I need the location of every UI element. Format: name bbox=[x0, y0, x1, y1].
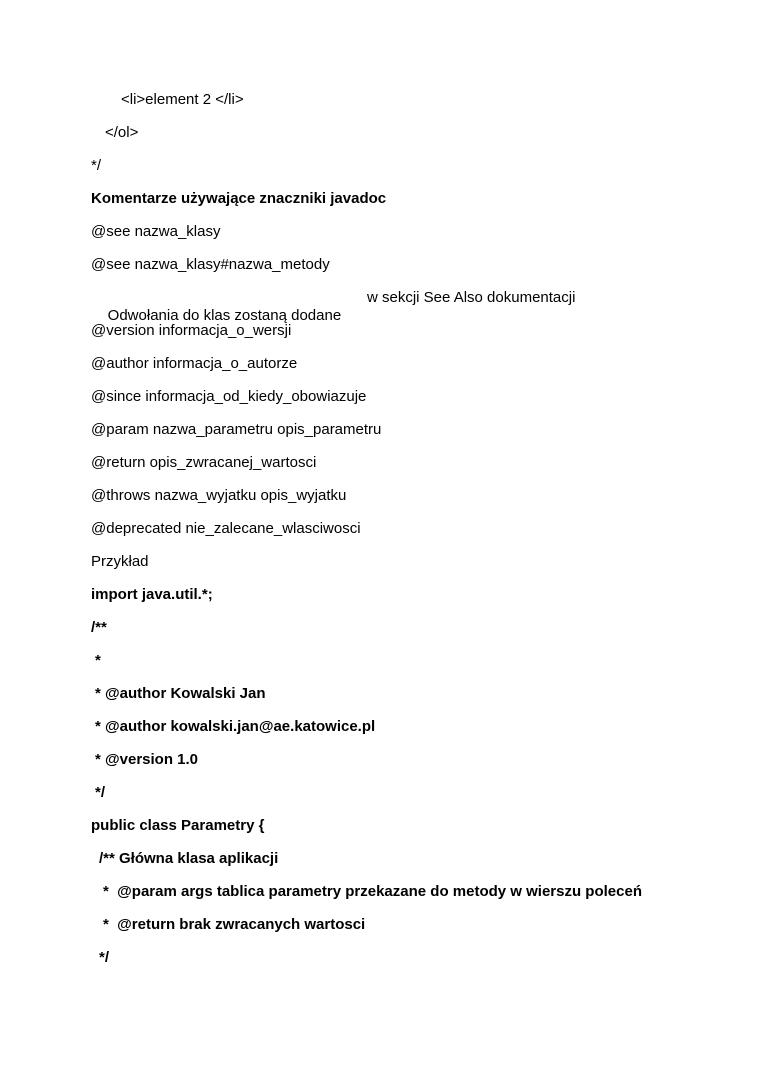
tag-param: @param nazwa_parametru opis_parametru bbox=[91, 421, 382, 438]
code-import: import java.util.*; bbox=[91, 586, 213, 603]
section-heading: Komentarze używające znaczniki javadoc bbox=[91, 190, 387, 207]
code-author-email: * @author kowalski.jan@ae.katowice.pl bbox=[95, 718, 376, 735]
tag-see-method: @see nazwa_klasy#nazwa_metody bbox=[91, 256, 330, 273]
code-javadoc-open: /** bbox=[91, 619, 107, 636]
code-javadoc-star: * bbox=[95, 652, 101, 669]
tag-deprecated: @deprecated nie_zalecane_wlasciwosci bbox=[91, 520, 361, 537]
code-method-javadoc-close: */ bbox=[99, 949, 110, 966]
tag-author: @author informacja_o_autorze bbox=[91, 355, 298, 372]
tag-throws: @throws nazwa_wyjatku opis_wyjatku bbox=[91, 487, 347, 504]
code-method-param: * @param args tablica parametry przekazane do metody w wierszu poleceń bbox=[103, 883, 642, 900]
example-heading: Przykład bbox=[91, 553, 149, 570]
code-method-return: * @return brak zwracanych wartosci bbox=[103, 916, 366, 933]
code-line-li-element: <li>element 2 </li> bbox=[121, 91, 244, 108]
code-version: * @version 1.0 bbox=[95, 751, 199, 768]
code-method-javadoc-open: /** Główna klasa aplikacji bbox=[99, 850, 279, 867]
code-line-ol-close: </ol> bbox=[105, 124, 139, 141]
code-line-comment-close: */ bbox=[91, 157, 102, 174]
tag-version: @version informacja_o_wersji bbox=[91, 322, 292, 339]
see-also-note-part1: Odwołania do klas zostaną dodane bbox=[107, 307, 342, 324]
code-author-name: * @author Kowalski Jan bbox=[95, 685, 266, 702]
tag-see-class: @see nazwa_klasy bbox=[91, 223, 221, 240]
tag-return: @return opis_zwracanej_wartosci bbox=[91, 454, 317, 471]
see-also-note-part2: w sekcji See Also dokumentacji bbox=[367, 289, 576, 306]
code-javadoc-close: */ bbox=[95, 784, 106, 801]
tag-since: @since informacja_od_kiedy_obowiazuje bbox=[91, 388, 367, 405]
code-class-declaration: public class Parametry { bbox=[91, 817, 265, 834]
